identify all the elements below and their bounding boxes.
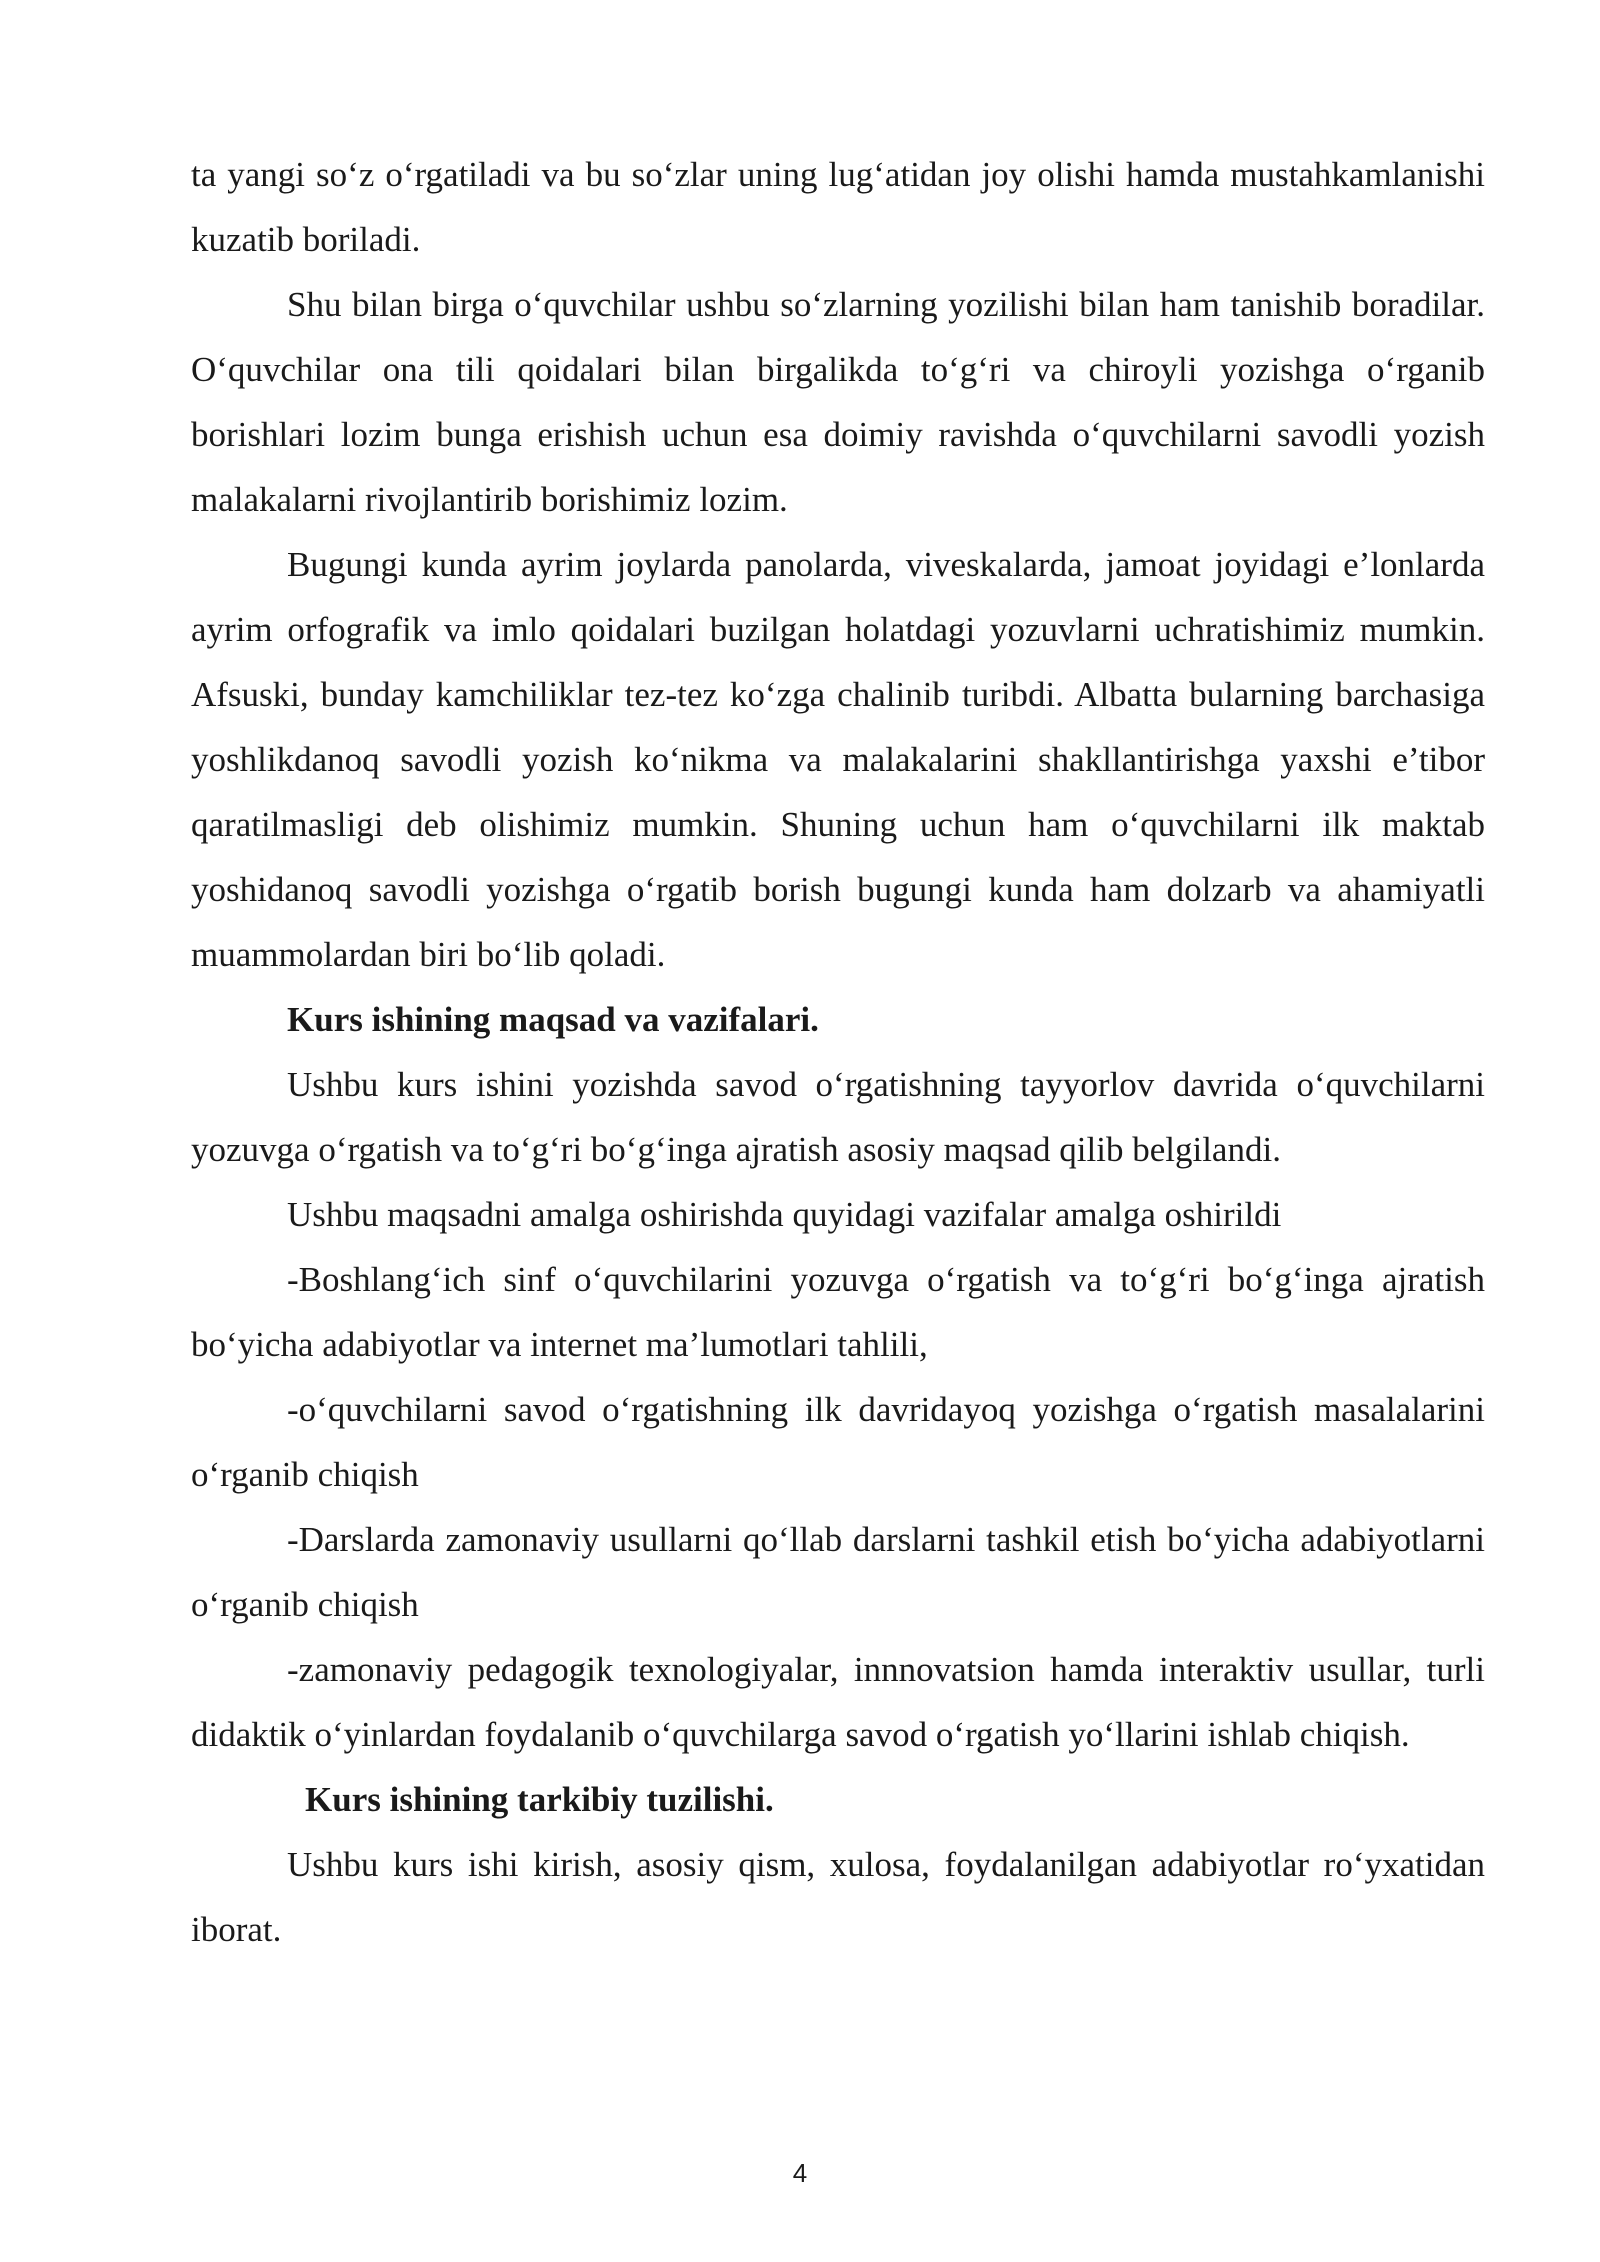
list-item: -Darslarda zamonaviy usullarni qo‘llab darslarni tashkil etish bo‘yicha adabiyotlarni o‘rganib chiqish	[191, 1520, 1485, 1624]
page-number: 4	[792, 2158, 808, 2188]
list-item: -o‘quvchilarni savod o‘rgatishning ilk davridayoq yozishga o‘rgatish masalalarini o‘rganib chiqish	[191, 1390, 1485, 1494]
list-item: -zamonaviy pedagogik texnologiyalar, innnovatsion hamda interaktiv usullar, turli didaktik o‘yinlardan foydalanib o‘quvchilarga savod o‘rgatish yo‘llarini ishlab chiqish.	[191, 1650, 1485, 1754]
paragraph: Ushbu kurs ishini yozishda savod o‘rgatishning tayyorlov davrida o‘quvchilarni yozuvga o‘rgatish va to‘g‘ri bo‘g‘inga ajratish asosiy maqsad qilib belgilandi.	[191, 1065, 1485, 1169]
paragraph: Ushbu maqsadni amalga oshirishda quyidagi vazifalar amalga oshirildi	[287, 1195, 1282, 1234]
paragraph: Bugungi kunda ayrim joylarda panolarda, viveskalarda, jamoat joyidagi e’lonlarda ayrim orfografik va imlo qoidalari buzilgan holatdagi yozuvlarni uchratishimiz mumkin. Afsuski, bunday kamchiliklar tez-tez ko‘zga chalinib turibdi. Albatta bularning barchasiga yoshlikdanoq savodli yozish ko‘nikma va malakalarini shakllantirishga yaxshi e’tibor qaratilmasligi deb olishimiz mumkin. Shuning uchun ham o‘quvchilarni ilk maktab yoshidanoq savodli yozishga o‘rgatib borish bugungi kunda ham dolzarb va ahamiyatli muammolardan biri bo‘lib qoladi.	[191, 545, 1485, 974]
paragraph: Ushbu kurs ishi kirish, asosiy qism, xulosa, foydalanilgan adabiyotlar ro‘yxatidan iborat.	[191, 1845, 1485, 1949]
section-heading-goals: Kurs ishining maqsad va vazifalari.	[287, 1000, 819, 1039]
list-item: -Boshlang‘ich sinf o‘quvchilarini yozuvga o‘rgatish va to‘g‘ri bo‘g‘inga ajratish bo‘yicha adabiyotlar va internet ma’lumotlari tahlili,	[191, 1260, 1485, 1364]
paragraph-continuation: ta yangi so‘z o‘rgatiladi va bu so‘zlar uning lug‘atidan joy olishi hamda mustahkamlanishi kuzatib boriladi.	[191, 155, 1485, 259]
section-heading-structure: Kurs ishining tarkibiy tuzilishi.	[305, 1780, 774, 1819]
paragraph: Shu bilan birga o‘quvchilar ushbu so‘zlarning yozilishi bilan ham tanishib boradilar. O‘quvchilar ona tili qoidalari bilan birgalikda to‘g‘ri va chiroyli yozishga o‘rganib borishlari lozim bunga erishish uchun esa doimiy ravishda o‘quvchilarni savodli yozish malakalarni rivojlantirib borishimiz lozim.	[191, 285, 1485, 519]
page-content	[191, 142, 1485, 1962]
